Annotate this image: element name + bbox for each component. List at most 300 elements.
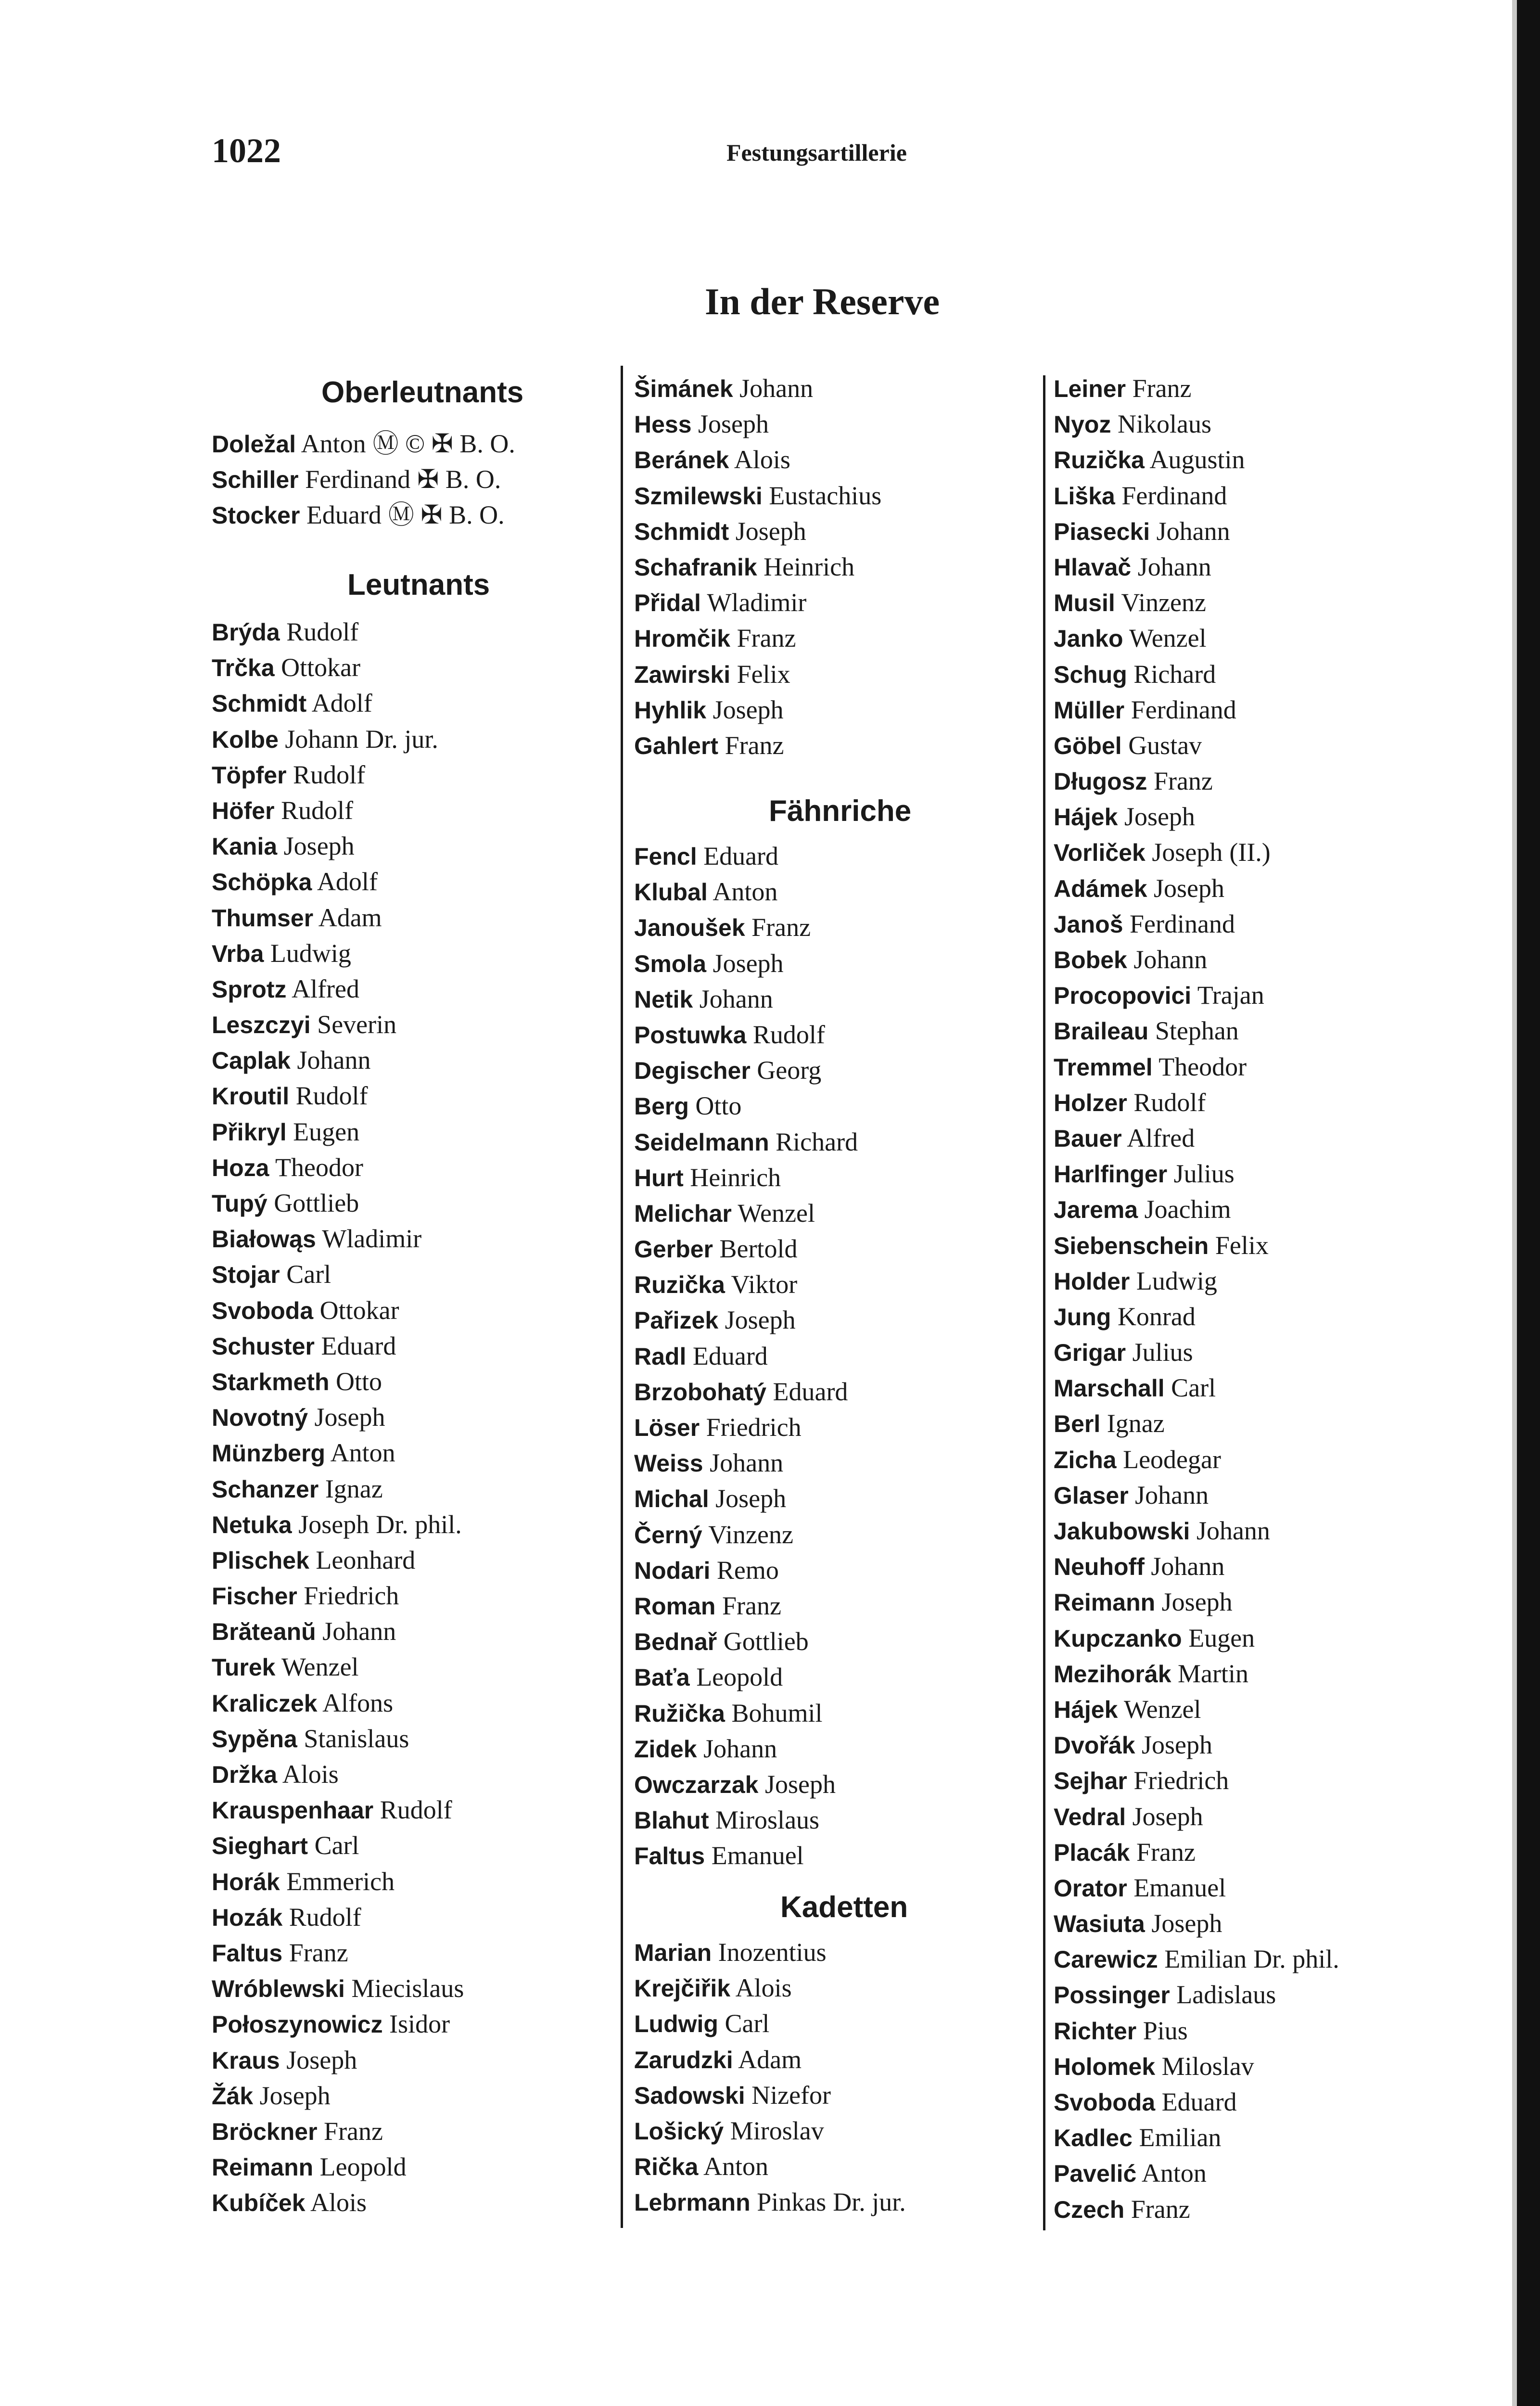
list-item — [634, 946, 865, 981]
surname: Beránek — [634, 447, 729, 474]
list-item — [634, 1160, 865, 1195]
surname: Držka — [212, 1761, 278, 1788]
surname: Kupczanko — [1054, 1625, 1182, 1652]
given-name: Rudolf — [289, 1902, 361, 1932]
surname: Plischek — [212, 1547, 309, 1574]
surname: Hájek — [1054, 804, 1118, 831]
list-item — [1054, 1656, 1339, 1691]
surname: Svoboda — [1054, 2089, 1156, 2116]
surname: Braileau — [1054, 1018, 1149, 1045]
list-item — [212, 1364, 471, 1399]
name-suffix: Ⓜ © ✠ B. O. — [372, 429, 515, 458]
list-item — [1054, 1406, 1339, 1441]
given-name: Miroslav — [730, 2116, 824, 2145]
given-name: Gustav — [1128, 730, 1202, 760]
list-item — [212, 497, 515, 533]
surname: Schmidt — [634, 518, 729, 545]
given-name: Rudolf — [380, 1795, 452, 1825]
surname: Novotný — [212, 1404, 308, 1432]
surname: Richter — [1054, 2017, 1137, 2045]
surname: Sejhar — [1054, 1767, 1127, 1795]
surname: Horák — [212, 1868, 280, 1895]
list-item — [1054, 1691, 1339, 1727]
surname: Czech — [1054, 2196, 1125, 2223]
given-name: Joseph — [286, 2045, 357, 2074]
given-name: Miroslaus — [715, 1805, 820, 1835]
given-name: Ferdinand — [1131, 695, 1236, 724]
kadetten-list — [634, 1934, 906, 2220]
given-name: Eugen — [293, 1117, 360, 1146]
surname: Smola — [634, 950, 707, 977]
list-item — [212, 864, 471, 899]
list-item — [634, 838, 865, 874]
given-name: Trajan — [1197, 981, 1264, 1010]
list-item — [634, 1124, 865, 1160]
list-item — [212, 2185, 471, 2220]
surname: Melichar — [634, 1200, 732, 1227]
given-name: Adolf — [317, 867, 378, 896]
list-item — [212, 1435, 471, 1471]
given-name: Joseph — [1161, 1587, 1233, 1617]
given-name: Pinkas — [757, 2188, 827, 2217]
given-name: Viktor — [731, 1270, 798, 1299]
list-item — [1054, 1477, 1339, 1513]
given-name: Franz — [725, 730, 784, 760]
column-divider-right — [1043, 375, 1045, 2230]
given-name: Joseph — [713, 948, 784, 978]
given-name: Friedrich — [706, 1413, 802, 1442]
reserve-title: In der Reserve — [705, 281, 940, 322]
surname: Seidelmann — [634, 1128, 769, 1156]
list-item — [634, 1552, 865, 1588]
surname: Blahut — [634, 1807, 709, 1834]
list-item — [212, 2006, 471, 2042]
given-name: Johann — [739, 374, 814, 403]
list-item — [212, 1613, 471, 1649]
surname: Holomek — [1054, 2053, 1156, 2080]
given-name: Anton — [703, 2152, 768, 2181]
given-name: Felix — [1215, 1230, 1269, 1260]
given-name: Julius — [1173, 1159, 1235, 1189]
given-name: Georg — [757, 1056, 822, 1085]
given-name: Johann — [1133, 945, 1208, 974]
list-item — [212, 1293, 471, 1328]
given-name: Alfred — [1127, 1123, 1195, 1152]
surname: Janoš — [1054, 910, 1123, 938]
list-item — [1054, 442, 1339, 477]
given-name: Joseph — [314, 1403, 385, 1432]
surname: Faltus — [634, 1843, 705, 1870]
surname: Schafranik — [634, 553, 757, 581]
given-name: Alois — [282, 1760, 339, 1789]
list-item — [634, 1934, 906, 1970]
list-item — [634, 1445, 865, 1481]
list-item — [212, 1971, 471, 2006]
given-name: Julius — [1132, 1338, 1193, 1367]
list-item — [634, 1017, 865, 1052]
leutnants-heading: Leutnants — [347, 568, 490, 602]
given-name: Emanuel — [1133, 1873, 1226, 1902]
given-name: Joseph — [764, 1769, 836, 1799]
given-name: Isidor — [389, 2009, 450, 2039]
list-item — [1054, 1156, 1339, 1191]
surname: Hájek — [1054, 1696, 1118, 1723]
surname: Carewicz — [1054, 1946, 1158, 1973]
surname: Nodari — [634, 1557, 711, 1584]
scan-edge — [1517, 0, 1540, 2406]
list-item — [1054, 799, 1339, 834]
surname: Nyoz — [1054, 411, 1111, 438]
surname: Jakubowski — [1054, 1518, 1190, 1545]
given-name: Emanuel — [711, 1841, 804, 1870]
surname: Göbel — [1054, 732, 1122, 759]
list-item — [634, 2042, 906, 2077]
list-item — [634, 1374, 865, 1409]
given-name: Rudolf — [752, 1020, 825, 1049]
surname: Brýda — [212, 619, 280, 646]
given-name: Eduard — [1161, 2087, 1237, 2116]
list-item — [1054, 1085, 1339, 1120]
surname: Hozák — [212, 1904, 283, 1931]
given-name: Ferdinand — [305, 465, 411, 494]
running-head: Festungsartillerie — [726, 139, 907, 166]
surname: Jarema — [1054, 1196, 1138, 1224]
surname: Löser — [634, 1414, 700, 1441]
surname: Glaser — [1054, 1482, 1129, 1509]
list-item — [212, 721, 471, 757]
list-item — [212, 685, 471, 721]
list-item — [1054, 1513, 1339, 1549]
given-name: Joseph — [715, 1484, 787, 1513]
surname: Netik — [634, 985, 693, 1013]
surname: Sypěna — [212, 1725, 297, 1753]
reserve-oberleutnants-list — [634, 371, 888, 763]
list-item — [1054, 1442, 1339, 1477]
surname: Pavelić — [1054, 2160, 1137, 2188]
list-item — [634, 549, 888, 585]
given-name: Remo — [716, 1555, 779, 1585]
surname: Wróblewski — [212, 1975, 345, 2003]
given-name: Ludwig — [1136, 1266, 1217, 1295]
surname: Placák — [1054, 1839, 1130, 1866]
list-item — [634, 406, 888, 442]
surname: Brzobohatý — [634, 1378, 766, 1406]
surname: Zarudzki — [634, 2046, 733, 2073]
list-item — [1054, 1334, 1339, 1370]
given-name: Joseph — [298, 1510, 369, 1539]
list-item — [1054, 2155, 1339, 2191]
surname: Janoušek — [634, 914, 745, 942]
given-name: Anton — [713, 877, 778, 907]
given-name: Eduard — [321, 1331, 396, 1360]
surname: Wasiuta — [1054, 1910, 1145, 1938]
surname: Hoza — [212, 1154, 269, 1181]
given-name: Joseph — [725, 1305, 796, 1335]
list-item — [212, 793, 471, 828]
given-name: Johann — [699, 984, 773, 1013]
faehnriche-list — [634, 838, 865, 1873]
given-name: Carl — [314, 1831, 359, 1860]
list-item — [212, 2042, 471, 2078]
surname: Schiller — [212, 466, 299, 494]
list-item — [1054, 1299, 1339, 1334]
given-name: Emilian — [1164, 1945, 1247, 1974]
given-name: Leopold — [319, 2152, 407, 2182]
surname: Berg — [634, 1093, 689, 1120]
given-name: Joachim — [1144, 1195, 1231, 1224]
surname: Schmidt — [212, 690, 307, 717]
list-item — [212, 426, 515, 461]
given-name: Franz — [1132, 374, 1192, 403]
list-item — [634, 478, 888, 513]
given-name: Bohumil — [731, 1698, 823, 1728]
surname: Pařizek — [634, 1307, 719, 1334]
list-item — [212, 1507, 471, 1542]
list-item — [1054, 1584, 1339, 1620]
list-item — [1054, 549, 1339, 585]
surname: Starkmeth — [212, 1368, 330, 1395]
surname: Szmilewski — [634, 482, 763, 510]
surname: Schanzer — [212, 1475, 319, 1503]
given-name: Eduard — [773, 1377, 848, 1406]
surname: Schöpka — [212, 869, 312, 896]
given-name: Ladislaus — [1176, 1980, 1276, 2009]
surname: Přidal — [634, 589, 701, 617]
list-item — [1054, 478, 1339, 513]
list-item — [212, 1542, 471, 1578]
given-name: Vinzenz — [1121, 588, 1206, 617]
list-item — [212, 461, 515, 497]
name-suffix: Ⓜ ✠ B. O. — [388, 500, 505, 530]
list-item — [634, 1766, 865, 1802]
given-name: Otto — [695, 1091, 742, 1121]
list-item — [212, 1756, 471, 1792]
given-name: Pius — [1143, 2016, 1188, 2045]
list-item — [1054, 2191, 1339, 2227]
surname: Fencl — [634, 843, 697, 870]
surname: Tremmel — [1054, 1053, 1153, 1081]
given-name: Rudolf — [286, 617, 359, 646]
list-item — [212, 1792, 471, 1828]
list-item — [212, 935, 471, 971]
given-name: Wenzel — [738, 1198, 815, 1228]
surname: Rička — [634, 2153, 699, 2181]
oberleutnants-heading: Oberleutnants — [321, 376, 524, 409]
surname: Bauer — [1054, 1125, 1122, 1152]
list-item — [1054, 1941, 1339, 1977]
list-item — [1054, 1549, 1339, 1584]
given-name: Joseph — [1132, 1802, 1203, 1831]
list-item — [634, 2006, 906, 2041]
list-item — [634, 2077, 906, 2113]
surname: Piasecki — [1054, 518, 1150, 545]
given-name: Joseph — [283, 832, 355, 861]
surname: Kolbe — [212, 726, 279, 753]
list-item — [634, 1267, 865, 1302]
list-item — [1054, 1620, 1339, 1656]
given-name: Johann — [297, 1046, 371, 1075]
surname: Siebenschein — [1054, 1232, 1209, 1259]
given-name: Emilian — [1139, 2123, 1222, 2152]
given-name: Gottlieb — [723, 1627, 809, 1656]
list-item — [1054, 977, 1339, 1013]
list-item — [212, 1578, 471, 1613]
list-item — [212, 828, 471, 864]
surname: Stojar — [212, 1261, 280, 1289]
given-name: Joseph — [1152, 838, 1223, 867]
list-item — [1054, 620, 1339, 656]
surname: Trčka — [212, 654, 275, 682]
given-name: Severin — [317, 1010, 397, 1039]
given-name: Johann — [1196, 1516, 1270, 1545]
given-name: Felix — [737, 659, 790, 689]
list-item — [634, 874, 865, 909]
given-name: Martin — [1178, 1659, 1248, 1688]
surname: Gerber — [634, 1236, 713, 1263]
list-item — [1054, 692, 1339, 728]
list-item — [212, 1078, 471, 1113]
given-name: Wenzel — [1129, 624, 1207, 653]
surname: Adámek — [1054, 875, 1147, 902]
list-item — [1054, 1977, 1339, 2012]
list-item — [1054, 656, 1339, 692]
list-item — [1054, 2120, 1339, 2155]
list-item — [1054, 1049, 1339, 1085]
list-item — [1054, 1120, 1339, 1156]
list-item — [1054, 1191, 1339, 1227]
given-name: Joseph — [259, 2081, 331, 2110]
list-item — [634, 1088, 865, 1124]
given-name: Friedrich — [304, 1581, 399, 1611]
surname: Neuhoff — [1054, 1553, 1145, 1581]
given-name: Ignaz — [1107, 1409, 1165, 1438]
given-name: Theodor — [1158, 1052, 1247, 1081]
list-item — [212, 2149, 471, 2185]
list-item — [634, 1195, 865, 1231]
surname: Sprotz — [212, 975, 287, 1003]
surname: Vrba — [212, 940, 264, 967]
surname: Zidek — [634, 1735, 697, 1763]
list-item — [212, 1471, 471, 1507]
surname: Harlfinger — [1054, 1161, 1168, 1188]
list-item — [634, 1624, 865, 1659]
given-name: Ottokar — [281, 653, 361, 682]
surname: Połoszynowicz — [212, 2011, 383, 2038]
given-name: Augustin — [1149, 445, 1245, 474]
given-name: Ferdinand — [1130, 909, 1235, 938]
list-item — [1054, 371, 1339, 406]
surname: Marian — [634, 1939, 712, 1966]
surname: Reimann — [1054, 1589, 1156, 1616]
list-item — [212, 1042, 471, 1078]
list-item — [634, 981, 865, 1017]
given-name: Leodegar — [1123, 1445, 1221, 1474]
given-name: Franz — [737, 624, 796, 653]
given-name: Franz — [751, 913, 811, 942]
given-name: Joseph — [1154, 873, 1225, 903]
given-name: Wladimir — [322, 1224, 422, 1254]
list-item — [212, 1399, 471, 1435]
surname: Schuster — [212, 1332, 315, 1360]
given-name: Eugen — [1188, 1623, 1255, 1652]
given-name: Joseph — [1151, 1909, 1222, 1938]
kadetten-heading: Kadetten — [780, 1891, 908, 1924]
surname: Reimann — [212, 2154, 314, 2181]
surname: Vedral — [1054, 1803, 1126, 1830]
list-item — [212, 1935, 471, 1971]
given-name: Eustachius — [769, 481, 882, 510]
given-name: Vinzenz — [708, 1520, 793, 1549]
surname: Ruzička — [634, 1271, 725, 1299]
given-name: Adam — [738, 2045, 802, 2074]
list-item — [212, 1721, 471, 1756]
given-name: Alois — [735, 1973, 792, 2003]
list-item — [1054, 1799, 1339, 1834]
given-name: Miecislaus — [351, 1974, 464, 2003]
given-name: Johann — [1156, 516, 1230, 546]
given-name: Wenzel — [281, 1652, 359, 1682]
surname: Mezihorák — [1054, 1660, 1171, 1688]
surname: Žák — [212, 2082, 254, 2110]
leutnants-list — [212, 614, 471, 2220]
list-item — [634, 656, 888, 692]
list-item — [212, 1150, 471, 1185]
list-item — [634, 1970, 906, 2006]
name-suffix: Dr. jur. — [833, 2188, 906, 2217]
given-name: Johann — [285, 724, 359, 754]
list-item — [634, 692, 888, 728]
list-item — [634, 1481, 865, 1516]
list-item — [1054, 1834, 1339, 1870]
given-name: Anton — [330, 1438, 395, 1468]
given-name: Richard — [1133, 659, 1216, 689]
given-name: Franz — [1131, 2194, 1190, 2224]
list-item — [1054, 585, 1339, 620]
surname: Hess — [634, 411, 692, 438]
list-item — [1054, 1763, 1339, 1798]
given-name: Miloslav — [1161, 2051, 1254, 2081]
surname: Ludwig — [634, 2010, 718, 2038]
name-suffix: ✠ B. O. — [417, 465, 501, 494]
list-item — [212, 614, 471, 650]
given-name: Heinrich — [764, 552, 855, 581]
surname: Dvořák — [1054, 1732, 1135, 1759]
list-item — [1054, 870, 1339, 906]
column-divider-left — [621, 366, 623, 2228]
surname: Leiner — [1054, 375, 1126, 402]
given-name: Eduard — [703, 842, 779, 870]
list-item — [1054, 1263, 1339, 1299]
list-item — [212, 1114, 471, 1150]
surname: Orator — [1054, 1874, 1127, 1902]
list-item — [634, 371, 888, 406]
given-name: Rudolf — [295, 1081, 368, 1111]
surname: Kroutil — [212, 1083, 290, 1110]
given-name: Inozentius — [718, 1938, 827, 1967]
page-number: 1022 — [212, 131, 281, 170]
surname: Schug — [1054, 661, 1127, 688]
given-name: Wladimir — [707, 588, 807, 617]
oberleutnants-list — [212, 426, 515, 533]
list-item — [634, 1338, 865, 1374]
given-name: Friedrich — [1133, 1766, 1229, 1795]
surname: Müller — [1054, 696, 1125, 724]
given-name: Carl — [725, 2009, 770, 2038]
list-item — [212, 1328, 471, 1364]
given-name: Eduard — [306, 500, 382, 530]
list-item — [1054, 1228, 1339, 1263]
list-item — [1054, 1906, 1339, 1941]
